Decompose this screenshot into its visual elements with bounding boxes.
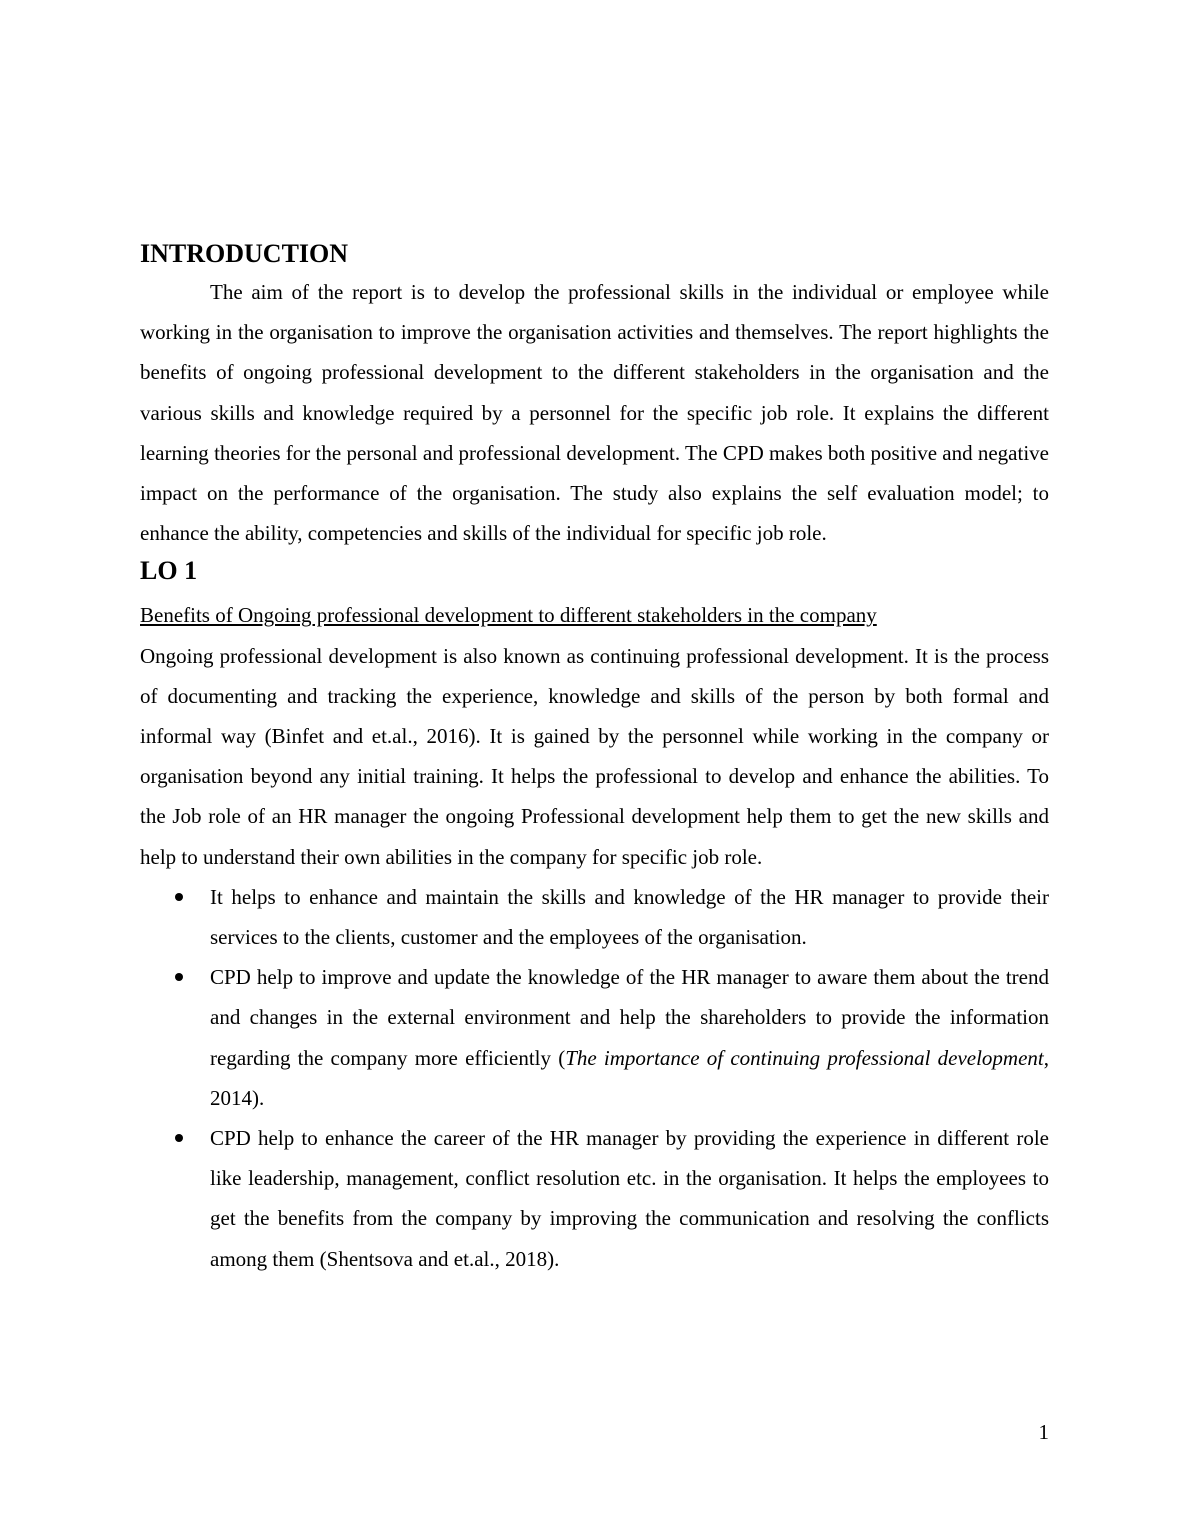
lo1-paragraph: Ongoing professional development is also known as continuing professional development. It is the process of documenting and tracking the experience, knowledge and skills of the person by both formal and informal way (Binfet and et.al., 2016). It is gained by the personnel while working in the company or organisation beyond any initial training. It helps the professional to develop and enhance the abilities. To the Job role of an HR manager the ongoing Professional development help them to get the new skills and help to understand their own abilities in the company for specific job role.: [140, 643, 1049, 869]
bullet-icon: [175, 1134, 183, 1142]
lo1-bullet-list: [140, 877, 1049, 1279]
bullet-icon: [175, 893, 183, 901]
lo1-subheading: Benefits of Ongoing professional development to different stakeholders in the company: [140, 603, 877, 628]
bullet-item: [140, 957, 1049, 1118]
bullet-icon: [175, 973, 183, 981]
citation-title: The importance of continuing professional development: [565, 1045, 1044, 1070]
bullet-item: [140, 877, 1049, 957]
introduction-paragraph: The aim of the report is to develop the professional skills in the individual or employee while working in the organisation to improve the organisation activities and themselves. The report highlights the benefits of ongoing professional development to the different stakeholders in the organisation and the various skills and knowledge required by a personnel for the specific job role. It explains the different learning theories for the personal and professional development. The CPD makes both positive and negative impact on the performance of the organisation. The study also explains the self evaluation model; to enhance the ability, competencies and skills of the individual for specific job role.: [140, 280, 1049, 546]
bullet-item: [140, 1118, 1049, 1279]
page-number: 1: [1038, 1420, 1049, 1444]
lo1-heading: LO 1: [140, 556, 198, 586]
bullet-text-end: , 2014).: [210, 1045, 1049, 1110]
bullet-text: CPD help to enhance the career of the HR manager by providing the experience in different role like leadership, management, conflict resolution etc. in the organisation. It helps the employees to get the benefits from the company by improving the communication and resolving the conflicts among them (Shentsova and et.al., 2018).: [210, 1126, 1049, 1271]
page-content: [140, 236, 1049, 1279]
bullet-text: CPD help to improve and update the knowledge of the HR manager to aware them about the trend and changes in the external environment and help the shareholders to provide the information regarding the company more efficiently (: [210, 965, 1049, 1070]
introduction-heading: INTRODUCTION: [140, 239, 349, 268]
bullet-text: It helps to enhance and maintain the skills and knowledge of the HR manager to provide their services to the clients, customer and the employees of the organisation.: [210, 884, 1049, 950]
